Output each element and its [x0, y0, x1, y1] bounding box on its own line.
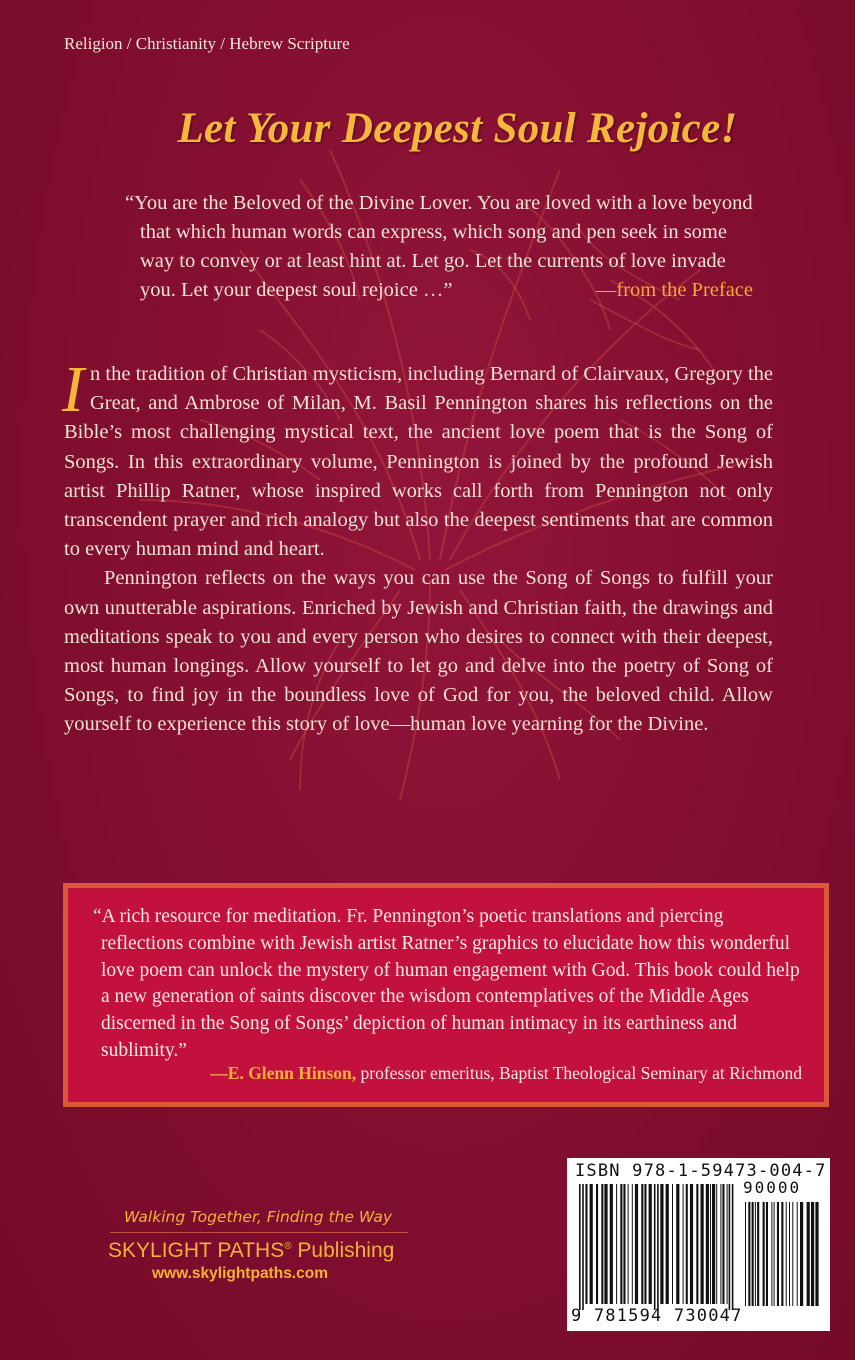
barcode-bar [666, 1184, 669, 1304]
description [62, 353, 773, 740]
barcode-bar [579, 1184, 581, 1310]
ean-digits: 9 781594 730047 [571, 1306, 743, 1326]
barcode-bar [590, 1184, 593, 1304]
epigraph-attribution: —from the Preface [595, 279, 753, 301]
barcode-bar [716, 1184, 717, 1304]
barcode-bar [628, 1184, 629, 1304]
registered-mark: ® [284, 1241, 292, 1252]
endorser-title: professor emeritus, Baptist Theological Seminary at Richmond [356, 1063, 802, 1083]
barcode-bar [729, 1184, 731, 1310]
barcode-bar [811, 1202, 814, 1306]
barcode-bar [815, 1202, 818, 1306]
barcode-bar [686, 1184, 688, 1304]
barcode-bar [623, 1184, 625, 1304]
barcode-bar [683, 1184, 684, 1304]
barcode-bar [748, 1202, 750, 1306]
barcode-bar [632, 1184, 633, 1304]
barcode-bar [610, 1184, 613, 1304]
barcode-bar [800, 1202, 803, 1306]
barcode-bar [789, 1202, 790, 1306]
barcode-bar [807, 1202, 810, 1306]
barcode-bar [604, 1184, 607, 1304]
publisher-divider [110, 1232, 408, 1233]
barcode-bar [620, 1184, 622, 1304]
barcode-bar [797, 1202, 798, 1306]
barcode-bar [771, 1202, 772, 1306]
barcode-bar [616, 1184, 617, 1304]
barcode-bar [763, 1202, 765, 1306]
barcode-bar [755, 1202, 756, 1306]
barcode-bar [582, 1184, 584, 1310]
barcode-bar [710, 1184, 711, 1304]
publisher-name-part1: SKYLIGHT PATHS [108, 1239, 285, 1262]
barcode-bar [706, 1184, 709, 1304]
endorsement-box [63, 883, 829, 1107]
barcode-bar [792, 1202, 793, 1306]
barcode-bar [644, 1184, 646, 1304]
barcode-bar [722, 1184, 724, 1304]
barcode-bar [720, 1184, 721, 1304]
price-code: 90000 [743, 1178, 802, 1197]
epigraph-quote: “You are the Beloved of the Divine Lover. You are loved with a love beyond that which human words can express, which song and pen seek in some way to convey or at least hint at. Let go. Let the currents of love invade you. Let your deepest soul rejoice …” [125, 192, 753, 301]
endorser-name: —E. Glenn Hinson, [210, 1063, 357, 1083]
description-paragraph-1 [62, 353, 773, 564]
barcode-bar [696, 1184, 698, 1304]
barcode-bar [766, 1202, 768, 1306]
publisher-name-part2: Publishing [291, 1239, 395, 1262]
barcode-bar [786, 1202, 787, 1306]
description-paragraph-2: Pennington reflects on the ways you can use the Song of Songs to fulfill your own unutterable aspirations. Enriched by Jewish and Christian faith, the drawings and meditations speak to you and every person who desires to connect with their deepest, most human longings. Allow yourself to let go and delve into the poetry of Song of Songs, to find joy in the boundless love of God for you, the beloved child. Allow yourself to experience this story of love—human love yearning for the Divine. [64, 567, 773, 736]
publisher-name [108, 1239, 394, 1263]
epigraph [125, 189, 757, 305]
barcode-bar [752, 1202, 754, 1306]
headline: Let Your Deepest Soul Rejoice! [177, 105, 738, 152]
barcode-bar [585, 1184, 587, 1304]
isbn-barcode [567, 1158, 830, 1331]
barcode-bar [777, 1202, 779, 1306]
barcode-bar [641, 1184, 643, 1304]
barcode-bar [690, 1184, 693, 1304]
barcode-bar [727, 1184, 728, 1304]
barcode-bar [745, 1202, 746, 1306]
barcode-bar [712, 1184, 715, 1304]
drop-cap: I [62, 353, 84, 426]
barcode-bar [732, 1184, 734, 1310]
barcode-bar [654, 1184, 656, 1310]
endorsement-quote [93, 904, 805, 1065]
barcode-bar [757, 1202, 759, 1306]
barcode-bar [660, 1184, 663, 1304]
barcode-bar [601, 1184, 603, 1304]
barcode-bar [596, 1184, 598, 1304]
barcode-bar [781, 1202, 783, 1306]
publisher-tagline: Walking Together, Finding the Way [123, 1208, 393, 1226]
endorsement-attribution [210, 1063, 802, 1084]
paragraph-1-text: n the tradition of Christian mysticism, including Bernard of Clairvaux, Gregory the Great, and Ambrose of Milan, M. Basil Pennington shares his reflections on the Bible’s most challenging mystical text, the ancient love poem that is the Song of Songs. In this extraordinary volume, Pennington is joined by the profound Jewish artist Phillip Ratner, whose inspired works call forth from Pennington not only transcendent prayer and rich analogy but also the deepest sentiments that are common to every human mind and heart. [64, 363, 773, 561]
barcode-bar [774, 1202, 775, 1306]
barcode-bar [649, 1184, 652, 1304]
barcode-bar [672, 1184, 673, 1304]
category-label: Religion / Christianity / Hebrew Scripture [64, 34, 350, 53]
publisher-url: www.skylightpaths.com [152, 1265, 328, 1282]
barcode-bar [701, 1184, 704, 1304]
barcode-bar [676, 1184, 679, 1304]
barcode-bar [635, 1184, 638, 1304]
barcode-bar [657, 1184, 659, 1310]
isbn-number: ISBN 978-1-59473-004-7 [575, 1161, 827, 1181]
endorsement-quote-text: “A rich resource for meditation. Fr. Pennington’s poetic translations and piercing reflections combine with Jewish artist Ratner’s graphics to elucidate how this wonderful love poem can unlock the mystery of human engagement with God. This book could help a new generation of saints discover the wisdom contemplatives of the Middle Ages discerned in the Song of Songs’ depiction of human intimacy in its earthiness and sublimity.” [93, 906, 800, 1061]
